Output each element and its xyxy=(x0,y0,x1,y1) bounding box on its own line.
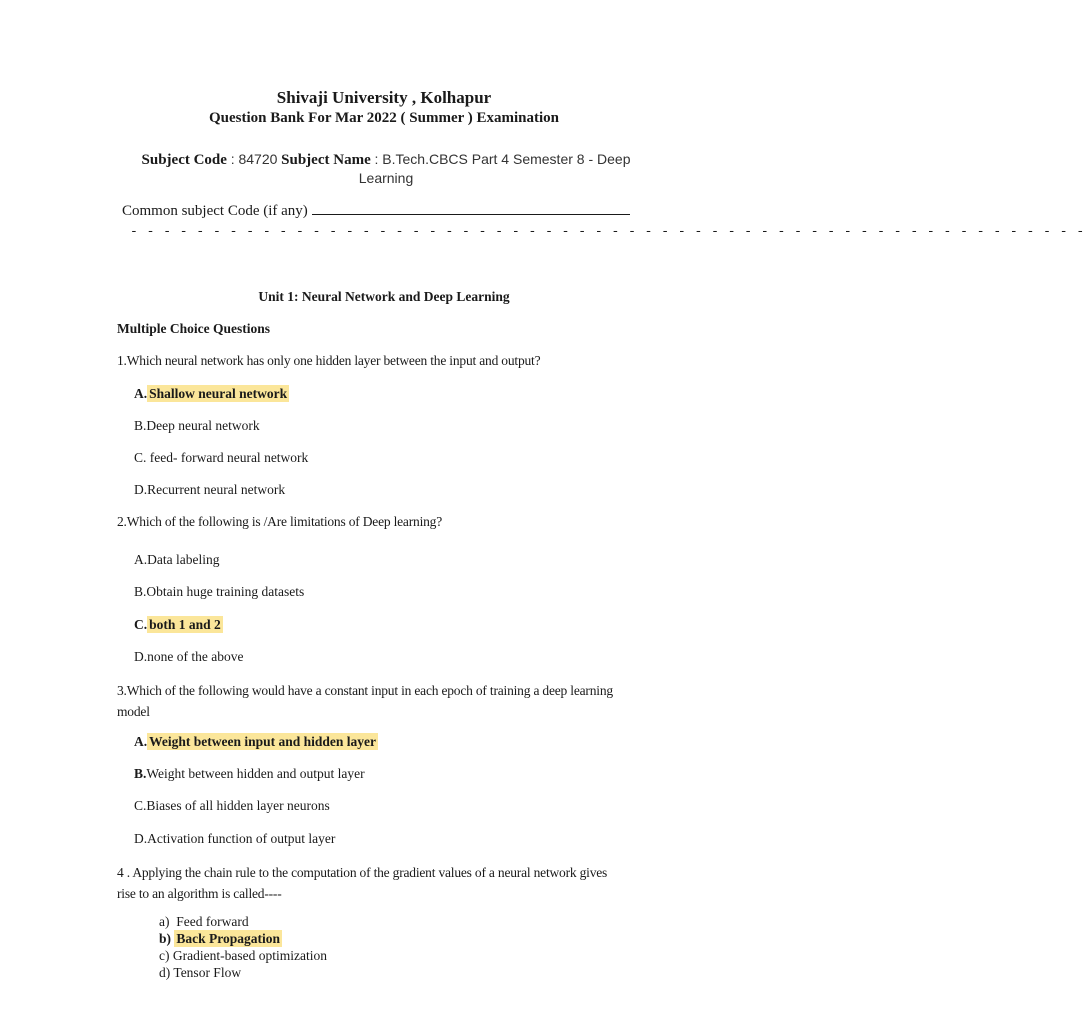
q2-answer: both 1 and 2 xyxy=(149,617,221,632)
q4-option-d xyxy=(159,965,241,981)
q2-option-a: A.Data labeling xyxy=(134,552,220,567)
q4-option-d-text: Tensor Flow xyxy=(173,965,242,980)
q1-option-c: C. feed- forward neural network xyxy=(134,450,309,465)
q3-option-a xyxy=(134,734,378,750)
q1-option-b: B.Deep neural network xyxy=(134,418,260,433)
q2-option-c xyxy=(134,617,223,633)
question-1: 1.Which neural network has only one hidden layer between the input and output? xyxy=(117,353,541,368)
university-title: Shivaji University , Kolhapur xyxy=(276,88,492,107)
subject-name-label: Subject Name xyxy=(281,152,371,168)
q1-answer: Shallow neural network xyxy=(149,386,288,401)
q4-answer: Back Propagation xyxy=(176,931,281,946)
common-subject-code xyxy=(122,203,630,220)
exam-title: Question Bank For Mar 2022 ( Summer ) Examination xyxy=(208,110,560,126)
q4-option-b xyxy=(159,931,282,947)
q3-option-c: C.Biases of all hidden layer neurons xyxy=(134,798,330,813)
subject-code-label: Subject Code xyxy=(141,152,227,168)
q4-option-c-prefix: c) xyxy=(159,948,170,963)
common-code-blank xyxy=(312,213,630,215)
q3-option-b-text: Weight between hidden and output layer xyxy=(146,766,365,781)
q4-option-c-text: Gradient-based optimization xyxy=(172,948,327,963)
q4-option-c xyxy=(159,948,327,964)
q4-option-b-prefix: b) xyxy=(159,931,172,946)
subject-info xyxy=(126,150,646,188)
q4-option-a-prefix: a) xyxy=(159,914,170,929)
q1-option-a-prefix: A. xyxy=(134,386,148,401)
q3-option-a-prefix: A. xyxy=(134,734,148,749)
q2-option-c-prefix: C. xyxy=(134,617,148,632)
q1-option-d: D.Recurrent neural network xyxy=(134,482,286,497)
section-title: Multiple Choice Questions xyxy=(117,321,271,336)
q4-option-a xyxy=(159,914,249,930)
q2-option-b: B.Obtain huge training datasets xyxy=(134,584,305,599)
q3-option-d: D.Activation function of output layer xyxy=(134,831,336,846)
question-2: 2.Which of the following is /Are limitations of Deep learning? xyxy=(117,514,443,529)
q1-option-a xyxy=(134,386,289,402)
separator-line: - - - - - - - - - - - - - - - - - - - - - - - - - - - - - - - - - - - - - - - - - - - - - - - - - - - - - - - - - - xyxy=(130,224,1085,239)
question-3: 3.Which of the following would have a constant input in each epoch of training a deep learning model xyxy=(117,683,613,719)
subject-name-value: : B.Tech.CBCS Part 4 Semester 8 - Deep Learning xyxy=(358,151,631,186)
unit-title: Unit 1: Neural Network and Deep Learning xyxy=(258,289,510,304)
q4-option-d-prefix: d) xyxy=(159,965,171,980)
q2-option-d: D.none of the above xyxy=(134,649,244,664)
question-4: 4 . Applying the chain rule to the computation of the gradient values of a neural network gives rise to an algorithm is called---- xyxy=(117,865,608,901)
q3-option-b-prefix: B. xyxy=(134,766,147,781)
subject-code-value: : 84720 xyxy=(230,151,278,167)
common-code-label: Common subject Code (if any) xyxy=(122,203,308,219)
q3-option-b xyxy=(134,766,365,782)
q3-answer: Weight between input and hidden layer xyxy=(149,734,377,749)
q4-option-a-text: Feed forward xyxy=(176,914,249,929)
